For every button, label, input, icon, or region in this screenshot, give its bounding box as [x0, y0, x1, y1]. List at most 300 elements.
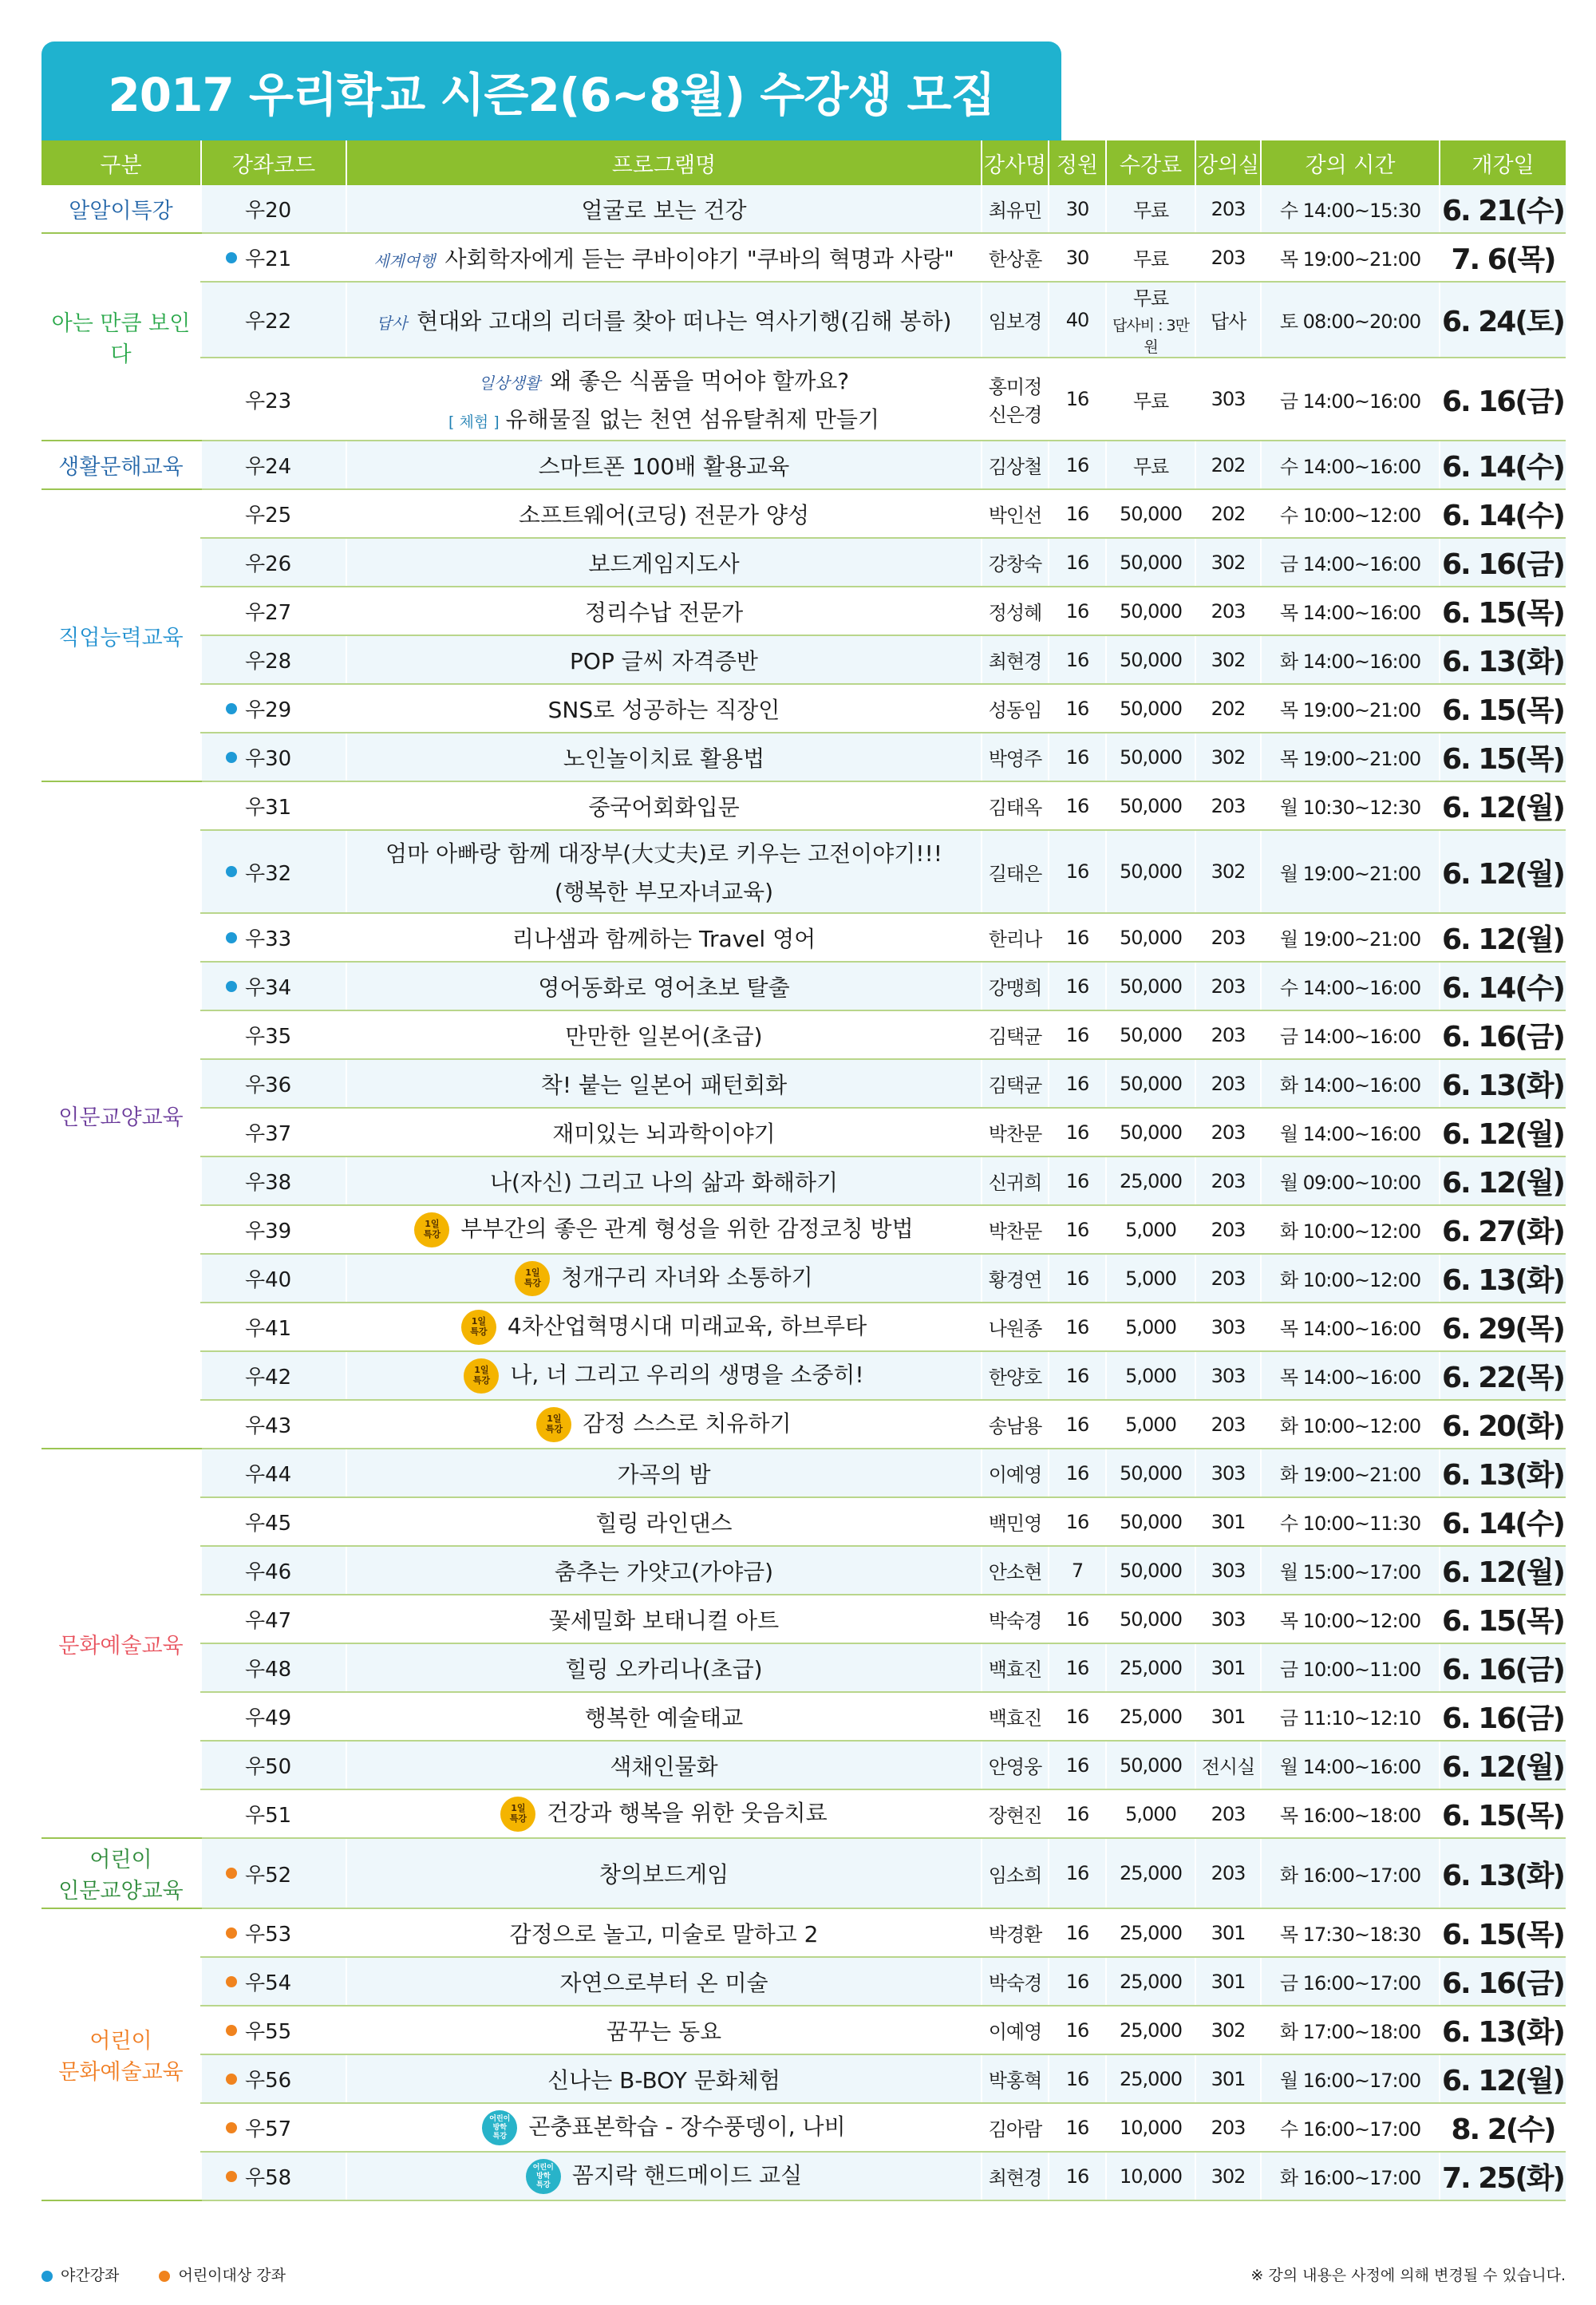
course-code: 우44 — [245, 1463, 292, 1487]
start-date-cell: 6. 16(금) — [1440, 1643, 1566, 1692]
header-row — [41, 140, 1566, 185]
capacity-cell: 16 — [1049, 358, 1106, 441]
course-code: 우49 — [245, 1706, 292, 1730]
orange-dot-icon — [226, 1868, 237, 1879]
fee-value: 50,000 — [1120, 1510, 1182, 1533]
capacity-cell: 16 — [1049, 1059, 1106, 1108]
capacity-cell: 16 — [1049, 684, 1106, 733]
table-row — [41, 1692, 1566, 1741]
room-cell: 302 — [1195, 733, 1261, 781]
teacher-cell — [982, 441, 1049, 489]
room-cell: 203 — [1195, 781, 1261, 830]
time-cell: 목 19:00~21:00 — [1261, 733, 1440, 781]
fee-cell — [1106, 1108, 1195, 1156]
fee-cell — [1106, 962, 1195, 1010]
program-cell — [346, 233, 982, 282]
course-code: 우53 — [245, 1923, 292, 1947]
table-row — [41, 1303, 1566, 1351]
room-cell: 202 — [1195, 489, 1261, 538]
course-code: 우58 — [245, 2166, 292, 2190]
program-name: 창의보드게임 — [598, 1861, 729, 1888]
teacher-name: 정성혜 — [988, 602, 1042, 624]
capacity-cell: 16 — [1049, 2054, 1106, 2103]
fee-value: 50,000 — [1120, 745, 1182, 769]
fee-cell — [1106, 358, 1195, 441]
course-code: 우40 — [245, 1268, 292, 1292]
fee-value: 25,000 — [1120, 1862, 1182, 1884]
program-cell — [346, 1351, 982, 1400]
table-row — [41, 587, 1566, 635]
time-cell: 목 19:00~21:00 — [1261, 233, 1440, 282]
table-row — [41, 913, 1566, 962]
room-cell: 203 — [1195, 233, 1261, 282]
teacher-name: 장현진 — [988, 1805, 1042, 1827]
time-cell: 화 17:00~18:00 — [1261, 2006, 1440, 2054]
program-cell — [346, 733, 982, 781]
col-category: 구분 — [41, 140, 201, 185]
fee-value: 10,000 — [1120, 2165, 1182, 2188]
course-code-cell — [201, 1741, 346, 1789]
start-date-cell: 6. 15(목) — [1440, 587, 1566, 635]
time-cell: 월 09:00~10:00 — [1261, 1156, 1440, 1205]
fee-cell — [1106, 1303, 1195, 1351]
col-code: 강좌코드 — [201, 140, 346, 185]
table-row — [41, 1643, 1566, 1692]
program-tag: 세계여행 — [373, 251, 436, 271]
course-code: 우37 — [245, 1122, 292, 1146]
teacher-name: 김태옥 — [988, 797, 1042, 819]
capacity-cell: 16 — [1049, 1010, 1106, 1059]
course-code-cell — [201, 1010, 346, 1059]
capacity-cell: 16 — [1049, 2103, 1106, 2152]
course-code: 우39 — [245, 1220, 292, 1243]
table-row — [41, 1351, 1566, 1400]
start-date-cell: 6. 14(수) — [1440, 489, 1566, 538]
course-code-cell — [201, 1400, 346, 1449]
room-cell: 203 — [1195, 1156, 1261, 1205]
time-cell: 목 16:00~18:00 — [1261, 1789, 1440, 1838]
course-code-cell — [201, 733, 346, 781]
room-cell: 203 — [1195, 1789, 1261, 1838]
room-cell: 답사 — [1195, 282, 1261, 358]
course-code: 우32 — [245, 861, 292, 886]
table-row — [41, 233, 1566, 282]
teacher-cell — [982, 1303, 1049, 1351]
program-cell — [346, 185, 982, 233]
teacher-name: 박찬문 — [988, 1123, 1042, 1145]
fee-cell — [1106, 1643, 1195, 1692]
course-code-cell — [201, 358, 346, 441]
start-date-cell: 6. 13(화) — [1440, 635, 1566, 684]
course-code-cell — [201, 2054, 346, 2103]
time-cell: 화 16:00~17:00 — [1261, 2152, 1440, 2200]
room-cell: 301 — [1195, 1692, 1261, 1741]
fee-value: 5,000 — [1125, 1364, 1176, 1387]
table-row — [41, 538, 1566, 587]
time-cell: 월 19:00~21:00 — [1261, 913, 1440, 962]
course-code: 우21 — [245, 247, 292, 271]
fee-cell — [1106, 830, 1195, 913]
course-code-cell — [201, 1205, 346, 1254]
room-cell: 302 — [1195, 2006, 1261, 2054]
program-name: 색채인물화 — [610, 1753, 718, 1780]
course-code: 우55 — [245, 2020, 292, 2044]
program-cell — [346, 1156, 982, 1205]
col-start-date: 개강일 — [1440, 140, 1566, 185]
category-cell — [41, 185, 201, 233]
start-date-cell: 6. 29(목) — [1440, 1303, 1566, 1351]
time-cell: 월 15:00~17:00 — [1261, 1546, 1440, 1595]
teacher-cell — [982, 1059, 1049, 1108]
course-code-cell — [201, 1449, 346, 1497]
teacher-name: 송남용 — [988, 1415, 1042, 1437]
program-name: 건강과 행복을 위한 웃음치료 — [547, 1800, 828, 1826]
program-name: 보드게임지도사 — [588, 550, 740, 577]
time-cell: 목 14:00~16:00 — [1261, 1303, 1440, 1351]
teacher-name: 성동임 — [988, 699, 1042, 722]
room-cell: 301 — [1195, 1908, 1261, 1957]
teacher-name: 김상철 — [988, 456, 1042, 478]
fee-value: 50,000 — [1120, 794, 1182, 817]
capacity-cell: 16 — [1049, 1205, 1106, 1254]
fee-value: 50,000 — [1120, 1753, 1182, 1777]
fee-value: 25,000 — [1120, 1921, 1182, 1944]
time-cell: 월 19:00~21:00 — [1261, 830, 1440, 913]
teacher-name: 최현경 — [988, 2167, 1042, 2189]
fee-value: 5,000 — [1125, 1267, 1176, 1290]
teacher-cell — [982, 913, 1049, 962]
program-name: 현대와 고대의 리더를 찾아 떠나는 역사기행(김해 봉하) — [417, 307, 952, 334]
start-date-cell: 6. 12(월) — [1440, 1156, 1566, 1205]
program-name: 얼굴로 보는 건강 — [581, 196, 747, 223]
fee-cell — [1106, 538, 1195, 587]
teacher-cell — [982, 1351, 1049, 1400]
notice: ※ 강의 내용은 사정에 의해 변경될 수 있습니다. — [1250, 2267, 1566, 2284]
time-cell: 화 10:00~12:00 — [1261, 1205, 1440, 1254]
category-label: 인문교양교육 — [58, 1105, 184, 1130]
room-cell: 202 — [1195, 684, 1261, 733]
teacher-cell — [982, 1692, 1049, 1741]
course-code-cell — [201, 962, 346, 1010]
program-cell — [346, 962, 982, 1010]
program-name: 영어동화로 영어초보 탈출 — [538, 974, 790, 1001]
course-code-cell — [201, 1957, 346, 2006]
fee-cell — [1106, 1351, 1195, 1400]
capacity-cell: 30 — [1049, 233, 1106, 282]
program-cell — [346, 2152, 982, 2200]
orange-dot-icon — [226, 2025, 237, 2036]
course-code-cell — [201, 1546, 346, 1595]
teacher-cell — [982, 2006, 1049, 2054]
room-cell: 203 — [1195, 1400, 1261, 1449]
fee-value: 25,000 — [1120, 1705, 1182, 1728]
teacher-cell — [982, 781, 1049, 830]
capacity-cell: 30 — [1049, 185, 1106, 233]
category-cell — [41, 781, 201, 1449]
time-cell: 목 19:00~21:00 — [1261, 684, 1440, 733]
program-cell — [346, 1692, 982, 1741]
page-title: 2017 우리학교 시즌2(6~8월) 수강생 모집 — [108, 68, 995, 122]
table-row — [41, 2006, 1566, 2054]
fee-value: 5,000 — [1125, 1802, 1176, 1825]
course-code-cell — [201, 282, 346, 358]
program-name: 나(자신) 그리고 나의 삶과 화해하기 — [489, 1168, 839, 1196]
blue-dot-icon — [226, 981, 237, 992]
teacher-cell — [982, 358, 1049, 441]
fee-cell — [1106, 2054, 1195, 2103]
capacity-cell: 16 — [1049, 1741, 1106, 1789]
col-capacity: 정원 — [1049, 140, 1106, 185]
orange-dot-icon — [226, 1976, 237, 1987]
course-code: 우41 — [245, 1317, 292, 1341]
table-row — [41, 2054, 1566, 2103]
start-date-cell: 6. 24(토) — [1440, 282, 1566, 358]
teacher-name: 박영주 — [988, 748, 1042, 770]
category-label: 생활문해교육 — [58, 455, 184, 480]
teacher-name: 백효진 — [988, 1659, 1042, 1681]
teacher-name: 강창숙 — [988, 553, 1042, 575]
orange-dot-icon — [226, 2074, 237, 2085]
fee-value: 25,000 — [1120, 2067, 1182, 2090]
course-code: 우48 — [245, 1658, 292, 1682]
fee-value: 50,000 — [1120, 1559, 1182, 1582]
course-code-cell — [201, 635, 346, 684]
fee-cell — [1106, 1205, 1195, 1254]
category-label: 문화예술교육 — [58, 1633, 184, 1659]
course-code-cell — [201, 1351, 346, 1400]
col-teacher: 강사명 — [982, 140, 1049, 185]
program-cell — [346, 587, 982, 635]
time-cell: 월 10:30~12:30 — [1261, 781, 1440, 830]
teacher-name: 한리나 — [988, 928, 1042, 951]
course-code-cell — [201, 185, 346, 233]
program-name: 착! 붙는 일본어 패턴회화 — [540, 1071, 788, 1098]
special-lecture-badge-icon: 1일 특강 — [464, 1358, 499, 1394]
fee-cell — [1106, 2006, 1195, 2054]
start-date-cell: 8. 2(수) — [1440, 2103, 1566, 2152]
fee-cell — [1106, 1789, 1195, 1838]
course-code: 우27 — [245, 601, 292, 625]
fee-cell — [1106, 282, 1195, 358]
start-date-cell: 6. 12(월) — [1440, 1546, 1566, 1595]
capacity-cell: 16 — [1049, 962, 1106, 1010]
room-cell: 203 — [1195, 587, 1261, 635]
capacity-cell: 16 — [1049, 1789, 1106, 1838]
program-cell — [346, 489, 982, 538]
table-row — [41, 1449, 1566, 1497]
legend-children: 어린이대상 강좌 — [159, 2267, 286, 2284]
fee-value: 50,000 — [1120, 599, 1182, 623]
fee-cell — [1106, 1908, 1195, 1957]
start-date-cell: 6. 27(화) — [1440, 1205, 1566, 1254]
legend-night: 야간강좌 — [41, 2267, 119, 2284]
time-cell: 목 14:00~16:00 — [1261, 1351, 1440, 1400]
course-code: 우42 — [245, 1366, 292, 1390]
teacher-name: 박인선 — [988, 504, 1042, 527]
fee-value: 무료 — [1132, 389, 1169, 413]
course-code: 우20 — [245, 199, 292, 223]
start-date-cell: 6. 16(금) — [1440, 538, 1566, 587]
fee-value: 50,000 — [1120, 648, 1182, 671]
course-code-cell — [201, 2103, 346, 2152]
start-date-cell: 6. 13(화) — [1440, 1059, 1566, 1108]
capacity-cell: 16 — [1049, 2152, 1106, 2200]
legend — [41, 2263, 321, 2285]
capacity-cell: 16 — [1049, 1254, 1106, 1303]
capacity-cell: 16 — [1049, 1303, 1106, 1351]
teacher-cell — [982, 1010, 1049, 1059]
fee-cell — [1106, 781, 1195, 830]
fee-value: 50,000 — [1120, 551, 1182, 574]
room-cell: 202 — [1195, 441, 1261, 489]
fee-cell — [1106, 684, 1195, 733]
table-row — [41, 781, 1566, 830]
program-cell — [346, 1595, 982, 1643]
time-cell: 수 14:00~16:00 — [1261, 962, 1440, 1010]
fee-value: 50,000 — [1120, 1023, 1182, 1046]
room-cell: 301 — [1195, 1957, 1261, 2006]
course-code-cell — [201, 1908, 346, 1957]
teacher-name: 나원종 — [988, 1318, 1042, 1340]
capacity-cell: 16 — [1049, 1400, 1106, 1449]
program-name-line2: (행복한 부모자녀교육) — [554, 879, 774, 905]
teacher-cell — [982, 489, 1049, 538]
program-name: 꼼지락 핸드메이드 교실 — [571, 2162, 803, 2188]
room-cell: 203 — [1195, 2103, 1261, 2152]
fee-value: 무료 — [1132, 456, 1169, 478]
category-cell — [41, 1838, 201, 1908]
capacity-cell: 16 — [1049, 2006, 1106, 2054]
start-date-cell: 6. 13(화) — [1440, 2006, 1566, 2054]
col-room: 강의실 — [1195, 140, 1261, 185]
table-row — [41, 1789, 1566, 1838]
teacher-name-2: 신은경 — [988, 404, 1042, 426]
room-cell: 203 — [1195, 1205, 1261, 1254]
course-code-cell — [201, 2152, 346, 2200]
program-name: 왜 좋은 식품을 먹어야 할까요? — [550, 368, 850, 394]
capacity-cell: 16 — [1049, 1351, 1106, 1400]
teacher-name: 백민영 — [988, 1512, 1042, 1535]
course-code: 우28 — [245, 650, 292, 674]
table-row — [41, 2103, 1566, 2152]
fee-cell — [1106, 489, 1195, 538]
room-cell: 203 — [1195, 1059, 1261, 1108]
start-date-cell: 6. 15(목) — [1440, 1789, 1566, 1838]
course-code: 우54 — [245, 1971, 292, 1995]
capacity-cell: 16 — [1049, 587, 1106, 635]
program-name: 힐링 라인댄스 — [595, 1509, 733, 1536]
program-name: 정리수납 전문가 — [584, 599, 744, 626]
category-cell — [41, 1908, 201, 2200]
course-code-cell — [201, 1838, 346, 1908]
table-row — [41, 282, 1566, 358]
fee-cell — [1106, 733, 1195, 781]
capacity-cell: 16 — [1049, 1838, 1106, 1908]
fee-note: 답사비 : 3만원 — [1112, 317, 1189, 356]
category-label: 직업능력교육 — [58, 625, 184, 650]
start-date-cell: 6. 20(화) — [1440, 1400, 1566, 1449]
course-code-cell — [201, 913, 346, 962]
course-code: 우51 — [245, 1804, 292, 1828]
teacher-cell — [982, 538, 1049, 587]
program-cell — [346, 1908, 982, 1957]
course-code: 우47 — [245, 1609, 292, 1633]
special-lecture-badge-icon: 1일 특강 — [500, 1797, 535, 1832]
teacher-name: 홍미정 — [988, 376, 1042, 398]
teacher-name: 임소희 — [988, 1864, 1042, 1887]
teacher-name: 김아람 — [988, 2118, 1042, 2141]
time-cell: 수 16:00~17:00 — [1261, 2103, 1440, 2152]
room-cell: 203 — [1195, 1010, 1261, 1059]
fee-cell — [1106, 1595, 1195, 1643]
special-lecture-badge-icon: 1일 특강 — [536, 1407, 571, 1442]
category-cell — [41, 233, 201, 441]
program-name: 스마트폰 100배 활용교육 — [538, 453, 790, 480]
time-cell: 월 14:00~16:00 — [1261, 1741, 1440, 1789]
program-cell — [346, 358, 982, 441]
course-code-cell — [201, 538, 346, 587]
teacher-name: 안소현 — [988, 1561, 1042, 1583]
teacher-name: 한양호 — [988, 1366, 1042, 1389]
fee-value: 무료 — [1132, 200, 1169, 222]
program-name: 청개구리 자녀와 소통하기 — [561, 1264, 813, 1291]
room-cell: 301 — [1195, 1497, 1261, 1546]
program-name: 자연으로부터 온 미술 — [559, 1969, 768, 1996]
teacher-name: 강맹희 — [988, 977, 1042, 999]
table-row — [41, 185, 1566, 233]
program-name: 가곡의 밤 — [617, 1461, 711, 1488]
teacher-cell — [982, 1838, 1049, 1908]
program-tag: 답사 — [376, 313, 408, 333]
course-code: 우50 — [245, 1755, 292, 1779]
program-cell — [346, 1497, 982, 1546]
teacher-cell — [982, 1254, 1049, 1303]
program-cell — [346, 1303, 982, 1351]
special-lecture-badge-icon: 어린이 방학 특강 — [526, 2159, 561, 2194]
time-cell: 수 14:00~15:30 — [1261, 185, 1440, 233]
teacher-name: 박찬문 — [988, 1220, 1042, 1243]
start-date-cell: 6. 15(목) — [1440, 733, 1566, 781]
table-row — [41, 1254, 1566, 1303]
capacity-cell: 7 — [1049, 1546, 1106, 1595]
room-cell: 301 — [1195, 1643, 1261, 1692]
time-cell: 금 14:00~16:00 — [1261, 1010, 1440, 1059]
teacher-cell — [982, 587, 1049, 635]
teacher-cell — [982, 1449, 1049, 1497]
fee-cell — [1106, 587, 1195, 635]
room-cell: 203 — [1195, 185, 1261, 233]
program-name: 나, 너 그리고 우리의 생명을 소중히! — [510, 1362, 864, 1388]
fee-value: 50,000 — [1120, 1121, 1182, 1144]
teacher-cell — [982, 185, 1049, 233]
start-date-cell: 6. 22(목) — [1440, 1351, 1566, 1400]
course-code: 우43 — [245, 1414, 292, 1438]
capacity-cell: 16 — [1049, 1497, 1106, 1546]
room-cell: 303 — [1195, 1449, 1261, 1497]
category-cell — [41, 489, 201, 781]
program-name: 곤충표본학습 - 장수풍뎅이, 나비 — [528, 2113, 846, 2140]
fee-cell — [1106, 1497, 1195, 1546]
time-cell: 금 10:00~11:00 — [1261, 1643, 1440, 1692]
fee-value: 무료 — [1132, 287, 1169, 310]
program-name: 엄마 아빠랑 함께 대장부(大丈夫)로 키우는 고전이야기!!! — [385, 840, 942, 867]
start-date-cell: 7. 6(목) — [1440, 233, 1566, 282]
program-cell — [346, 684, 982, 733]
category-label: 아는 만큼 보인다 — [51, 311, 191, 367]
teacher-name: 최현경 — [988, 650, 1042, 673]
course-code: 우57 — [245, 2117, 292, 2141]
program-cell — [346, 1059, 982, 1108]
